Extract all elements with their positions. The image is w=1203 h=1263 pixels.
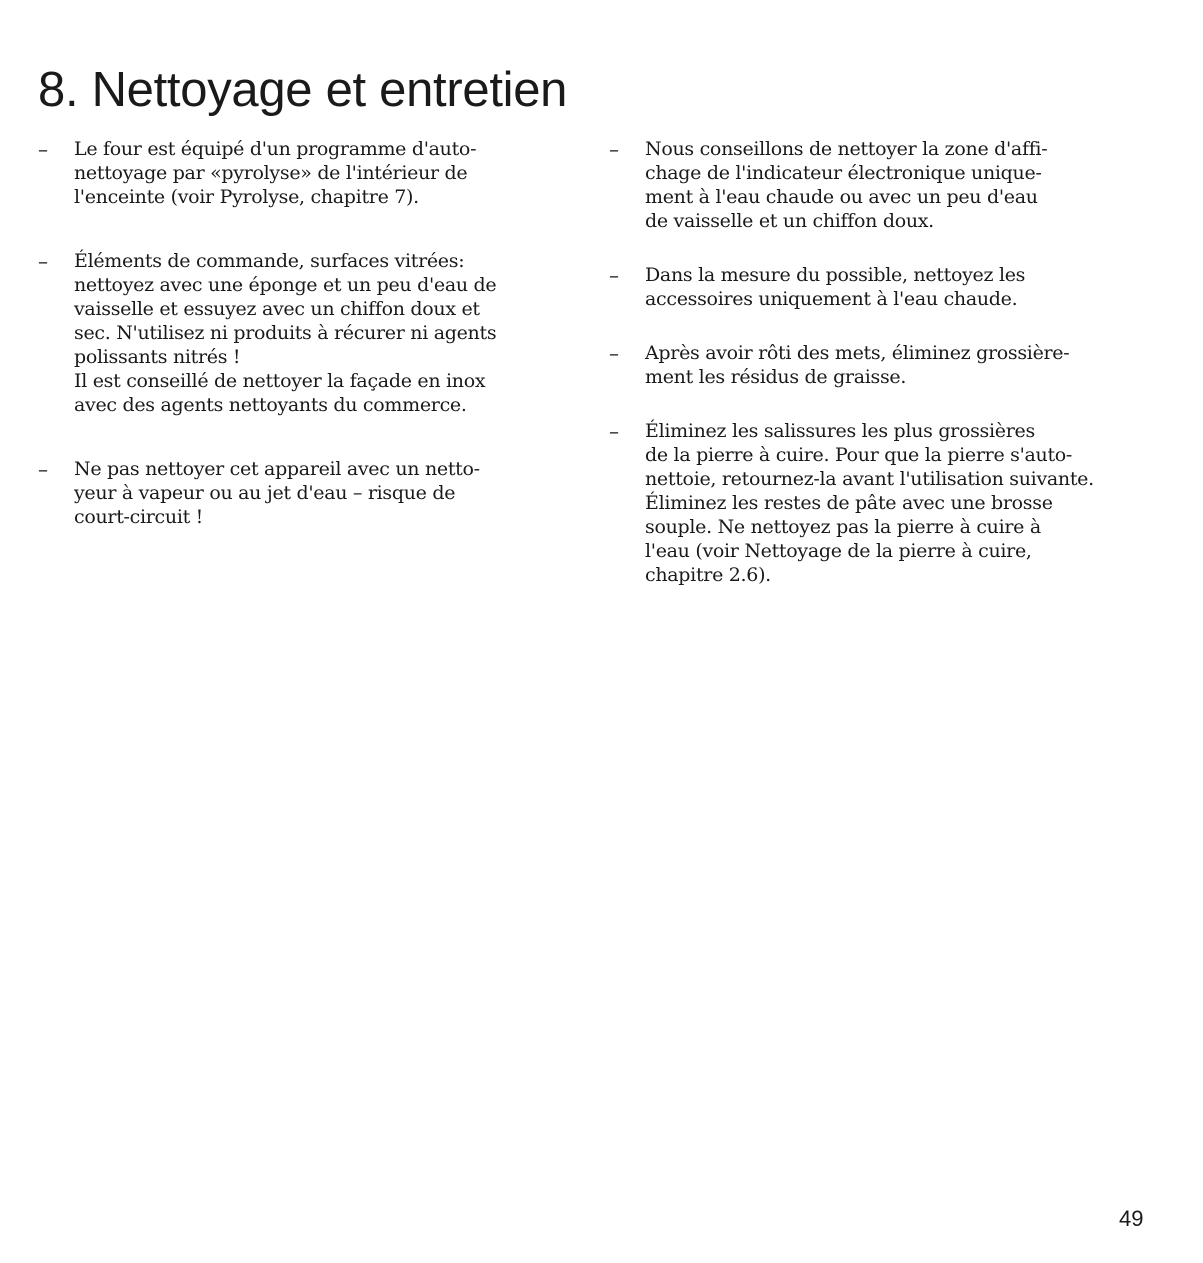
item-text: Ne pas nettoyer cet appareil avec un netto- yeur à vapeur ou au jet d'eau – risque de court-circuit ! (74, 458, 480, 528)
dash-bullet: – (609, 263, 619, 287)
item-text: Éléments de commande, surfaces vitrées: nettoyez avec une éponge et un peu d'eau de vaisselle et essuyez avec un chiffon doux et sec. N'utilisez ni produits à récurer ni agents polissants nitrés ! Il est conseillé de nettoyer la façade en inox avec des agents nettoyants du commerce. (74, 250, 497, 416)
page-number: 49 (1119, 1206, 1144, 1231)
item-text: Après avoir rôti des mets, éliminez grossière- ment les résidus de graisse. (645, 342, 1070, 388)
list-item (609, 341, 1149, 389)
list-item (38, 457, 568, 529)
page-title: 8. Nettoyage et entretien (38, 63, 568, 117)
right-column (609, 137, 1149, 617)
left-column (38, 137, 568, 569)
item-text: Éliminez les salissures les plus grossières de la pierre à cuire. Pour que la pierre s'auto- nettoie, retournez-la avant l'utilisation suivante. Éliminez les restes de pâte avec une brosse souple. Ne nettoyez pas la pierre à cuire à l'eau (voir Nettoyage de la pierre à cuire, chapitre 2.6). (645, 420, 1094, 586)
dash-bullet: – (609, 341, 619, 365)
dash-bullet: – (38, 457, 48, 481)
list-item (609, 263, 1149, 311)
item-text: Nous conseillons de nettoyer la zone d'affi- chage de l'indicateur électronique unique- ment à l'eau chaude ou avec un peu d'eau de vaisselle et un chiffon doux. (645, 138, 1048, 232)
dash-bullet: – (38, 249, 48, 273)
list-item (38, 137, 568, 209)
dash-bullet: – (609, 419, 619, 443)
list-item (38, 249, 568, 417)
list-item (609, 137, 1149, 233)
item-text: Dans la mesure du possible, nettoyez les accessoires uniquement à l'eau chaude. (645, 264, 1026, 310)
item-text: Le four est équipé d'un programme d'auto- nettoyage par «pyrolyse» de l'intérieur de l'enceinte (voir Pyrolyse, chapitre 7). (74, 138, 477, 208)
dash-bullet: – (38, 137, 48, 161)
list-item (609, 419, 1149, 587)
dash-bullet: – (609, 137, 619, 161)
